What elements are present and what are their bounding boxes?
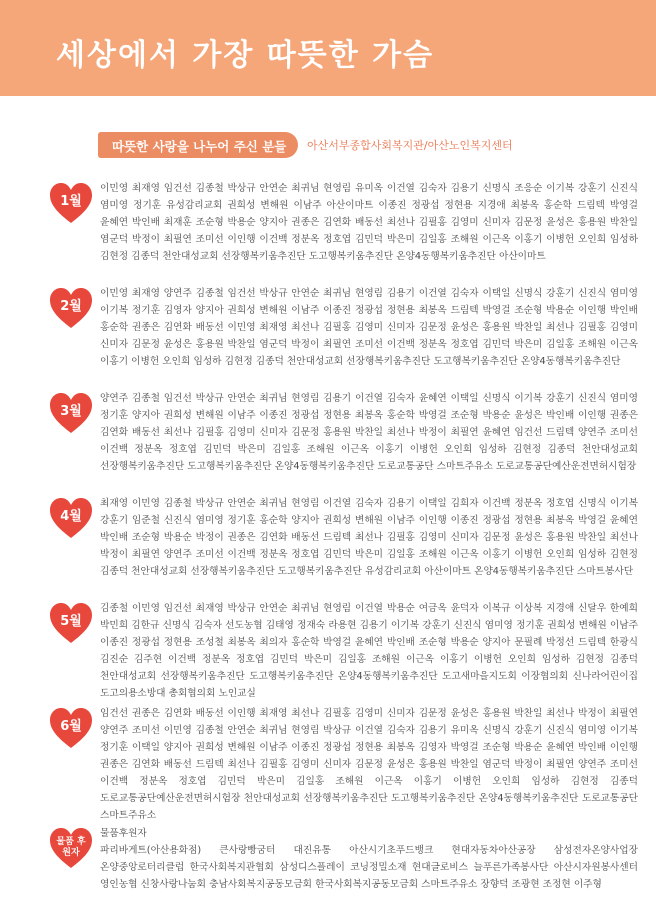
page-title: 세상에서 가장 따뜻한 가슴 <box>56 38 435 73</box>
item-donor-names: 파리바게트(아산용화점) 큰사랑빵굼터 대진유통 아산시기초푸드뱅크 현대자동차아산공장 삼성전자온양사업장 온양중앙로터리클럽 한국사회복지관협회 삼성디스플레이 코닝정밀소재 현대글로비스 늘푸른가족봉사단 아산시자원봉사센터 영인농협 신창사랑나눔회 충남사회복지공동모금회 한국사회복지공동모금회 스마트주유소 장향덕 조광현 조정현 이주형 <box>100 845 638 890</box>
month-label: 1월 <box>60 194 82 209</box>
month-section-mar <box>48 390 638 490</box>
thanks-organization: 아산서부종합사회복지관/아산노인복지센터 <box>307 139 513 152</box>
donor-list: 이민영 최재영 임건선 김종철 박상규 안연순 최귀님 현영림 유미옥 이건열 김숙자 김용기 신명식 조응순 이기복 강훈기 신진식 염미영 정기훈 유성감리교회 권희성 변해원 이남주 아산이마트 이종진 정광섭 정현용 지경애 최봉옥 홍순학 드림텍 박영걸 윤혜연 박인배 최재훈 조순형 박용순 양지아 권종은 김연화 배동선 최선나 김필홍 김영미 신미자 김문정 윤성은 홍용원 박찬일 염군덕 박정이 최필연 조미선 이인행 이건백 정분옥 정호엽 김민덕 박은미 김일홍 조해원 이근옥 이홍기 이병헌 오인희 임성하 김현정 김종덕 천안대성교회 선장행복키움추진단 도고행복키움추진단 온양4동행복키움추진단 아산이마트 <box>100 183 638 262</box>
donor-list: 김종철 이민영 임건선 최재영 박상규 안연순 최귀님 현영림 이건열 박용순 여금옥 윤덕자 이복규 이상복 지경애 신달우 한예희 박민희 김한규 신명식 김숙자 선도농협 김태영 정재숙 라용현 김용기 이기복 강훈기 신진식 염미영 정기훈 권희성 변해원 이남주 이종진 정광섭 정현용 조성철 최봉옥 최의자 홍순학 박영걸 윤혜연 박인배 조순형 박용순 양지아 문필례 박정선 드림텍 한광식 김진순 김주현 이건백 정분옥 정호엽 김민덕 박은미 김일홍 조해원 이근옥 이홍기 이병헌 오인희 임성하 김현정 김종덕 천안대성교회 선장행복키움추진단 도고행복키움추진단 온양4동행복키움추진단 도고새마을지도회 이장협의회 신나라어린이집 도고의용소방대 총회협의회 노인교실 <box>100 603 638 699</box>
month-label: 6월 <box>60 719 82 734</box>
month-section-may <box>48 600 638 700</box>
month-section-apr <box>48 495 638 595</box>
donor-list: 최재영 이민영 김종철 박상규 안연순 최귀님 현영림 이건열 김숙자 김용기 이택일 김희자 이건백 정분옥 정호엽 신명식 이기복 강훈기 임준철 신진식 염미영 정기훈 홍순학 양지아 권희성 변해원 이남주 이인행 이종진 정광섭 정현용 최봉옥 박영걸 윤혜연 박인배 조순형 박용순 박정이 권종은 김연화 배동선 드림텍 최선나 김필홍 김영미 신미자 김문정 윤성은 홍용원 박찬일 최선나 박정이 최필연 양연주 조미선 이건백 정분옥 정호엽 김민덕 박은미 김일홍 조해원 이근옥 이홍기 이병헌 오인희 임성하 김현정 김종덕 천안대성교회 선장행복키움추진단 도고행복키움추진단 유성감리교회 아산이마트 온양4동행복키움추진단 스마트봉사단 <box>100 498 638 577</box>
month-label: 5월 <box>60 614 82 629</box>
month-section-jan <box>48 180 638 280</box>
header-banner <box>0 0 656 96</box>
item-donor-label: 물품 후원자 <box>56 837 86 858</box>
donor-list: 양연주 김종철 임건선 박상규 안연순 최귀님 현영림 김용기 이건열 김숙자 윤혜연 이택일 신명식 이기복 강훈기 신진식 염미영 정기훈 양지아 권희성 변해원 이남주 이종진 정광섭 정현용 최봉옥 홍순학 박영걸 조순형 박용순 윤성은 박인배 이인행 권종은 김연화 배동선 최선나 김필홍 김영미 신미자 김문정 홍용원 박찬일 최선나 박정이 최필연 윤혜연 임건선 드림텍 양연주 조미선 이건백 정분옥 정호엽 김민덕 박은미 김일홍 조해원 이근옥 이홍기 이병헌 오인희 임성하 김현정 김종덕 천안대성교회 선장행복키움추진단 도고행복키움추진단 온양4동행복키움추진단 도로교통공단 스마트주유소 도로교통공단예산운전면허시험장 <box>100 393 638 472</box>
thanks-banner <box>98 132 298 158</box>
month-label: 4월 <box>60 509 82 524</box>
thanks-title: 따뜻한 사랑을 나누어 주신 분들 <box>112 139 287 154</box>
item-donor-section <box>48 825 638 905</box>
month-label: 2월 <box>60 299 82 314</box>
item-donor-list <box>100 825 638 893</box>
month-label: 3월 <box>60 404 82 419</box>
month-section-feb <box>48 285 638 385</box>
donor-list: 임건선 권종은 김연화 배동선 이인행 최재영 최선나 김필홍 김영미 신미자 김문정 윤성은 홍용원 박찬일 최선나 박정이 최필연 양연주 조미선 이민영 김종철 안연순 최귀님 현영림 박상규 이건열 김숙자 김용기 유미옥 신명식 강훈기 신진식 염미영 이기복 정기훈 이택일 양지아 권희성 변해원 이남주 이종진 정광섭 정현용 최봉옥 김영자 박영걸 조순형 박용순 윤혜연 박인배 이인행 권종은 김연화 배동선 드림텍 최선나 김필홍 김영미 신미자 김문정 윤성은 홍용원 박찬일 염군덕 박정이 최필연 양연주 조미선 이건백 정분옥 정호엽 김민덕 박은미 김일홍 조해원 이근옥 이홍기 이병헌 오인희 임성하 김현정 김종덕 도로교통공단예산운전면허시험장 천안대성교회 선장행복키움추진단 도고행복키움추진단 온양4동행복키움추진단 도로교통공단 스마트주유소 <box>100 708 638 821</box>
month-section-jun <box>48 705 638 820</box>
item-donor-title: 물품후원자 <box>100 828 147 839</box>
donor-list: 이민영 최재영 양연주 김종철 임건선 박상규 안연순 최귀님 현영림 김용기 이건열 김숙자 이택일 신명식 강훈기 신진식 염미영 이기복 정기훈 김영자 양지아 권희성 변해원 이남주 이종진 정광섭 정현용 최봉옥 드림텍 박영걸 조순형 박용순 이인행 박인배 홍순학 권종은 김연화 배동선 이민영 최재영 최선나 김필홍 김영미 신미자 김문정 윤성은 홍용원 박찬일 최선나 김필홍 김영미 신미자 김문정 윤성은 홍용원 박찬일 염군덕 박정이 최필연 조미선 이건백 정분옥 정호엽 김민덕 박은미 김일홍 조해원 이근옥 이홍기 이병헌 오인희 임성하 김현정 김종덕 천안대성교회 선장행복키움추진단 도고행복키움추진단 온양4동행복키움추진단 <box>100 288 638 367</box>
